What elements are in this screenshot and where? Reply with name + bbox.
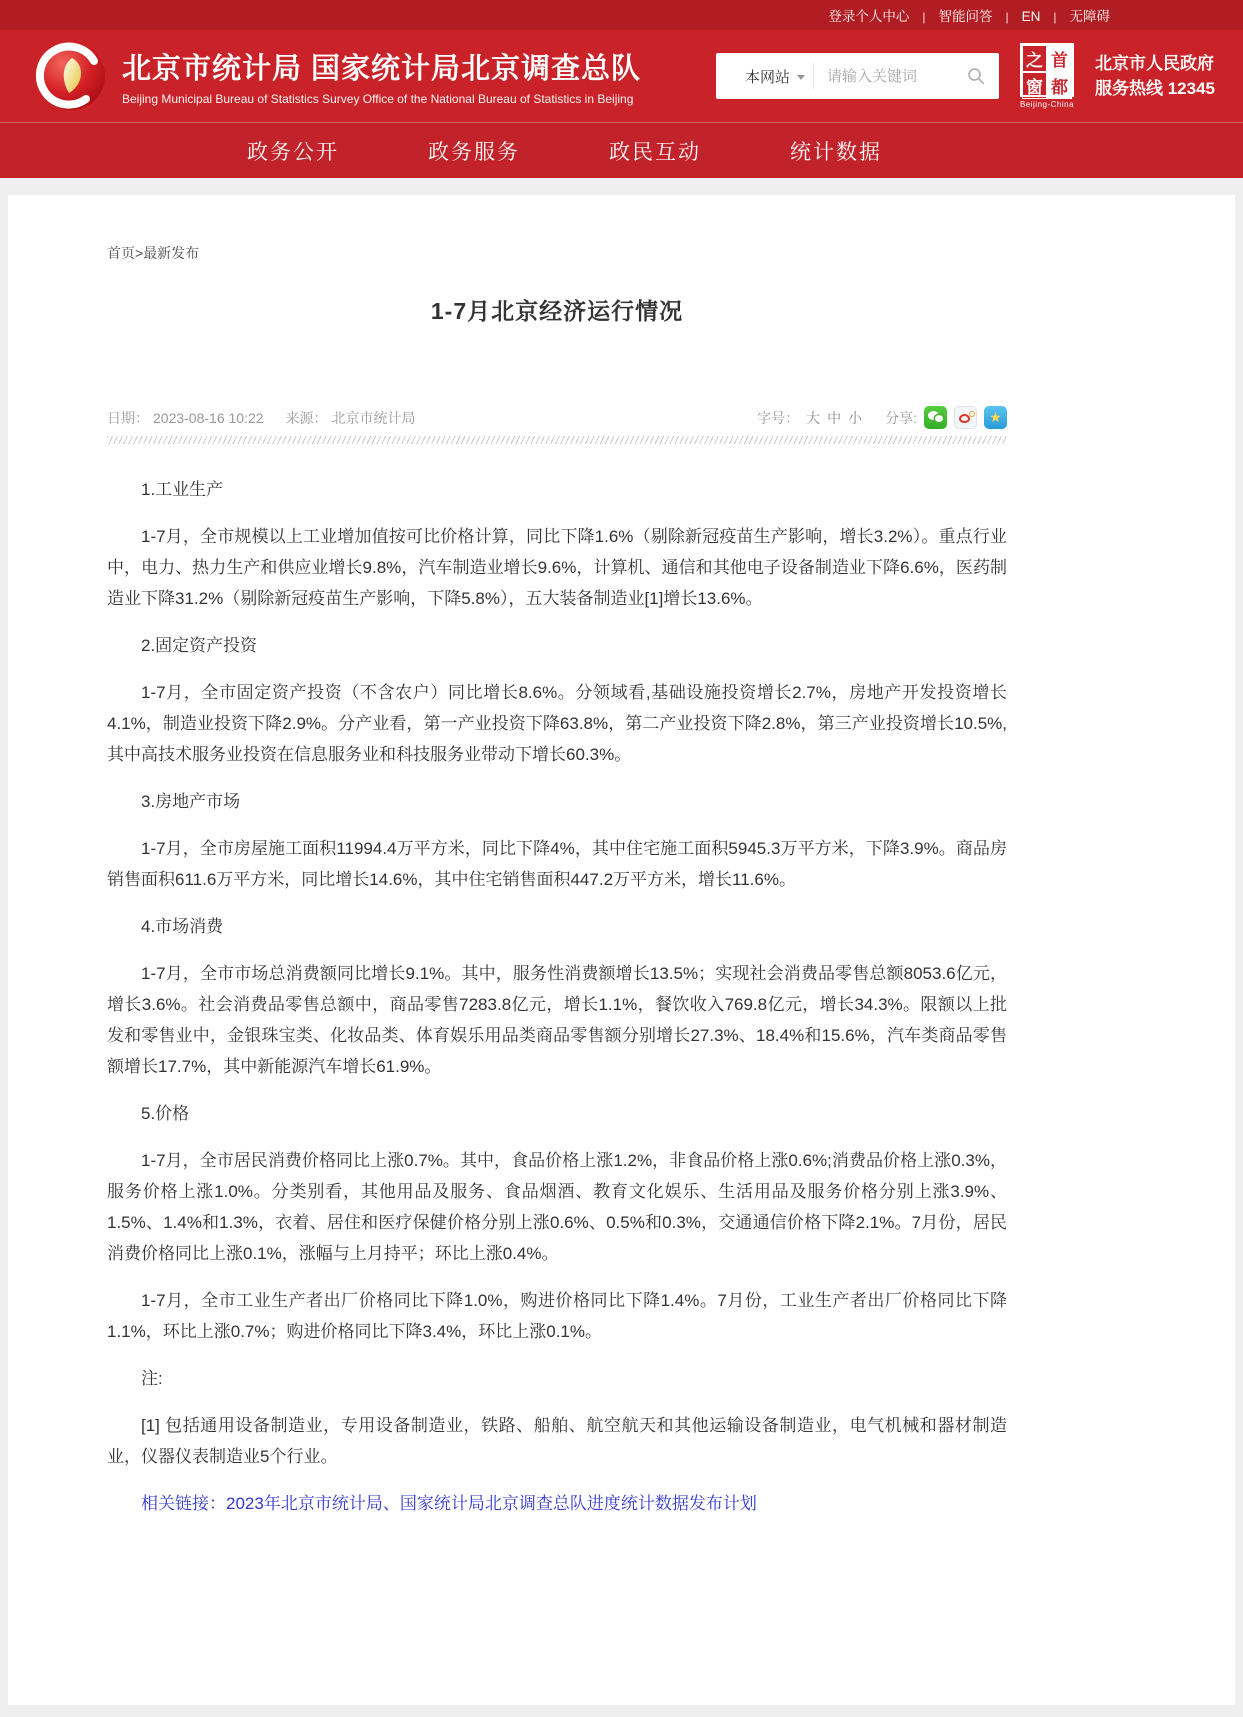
search-icon[interactable] [967, 67, 985, 85]
topbar-link-english[interactable]: EN [1021, 8, 1041, 24]
emblem-char: 首 [1047, 45, 1072, 72]
topbar-separator: | [922, 9, 926, 24]
search-box [716, 53, 999, 99]
article-paragraph: 1-7月，全市市场总消费额同比增长9.1%。其中，服务性消费额增长13.5%；实现社会消费品零售总额8053.6亿元，增长3.6%。社会消费品零售总额中，商品零售7283.8亿元，增长1.1%，餐饮收入769.8亿元，增长34.3%。限额以上批发和零售业中，金银珠宝类、化妆品类、体育娱乐用品类商品零售额分别增长27.3%、18.4%和15.6%，汽车类商品零售额增长17.7%，其中新能源汽车增长61.9%。 [107, 964, 1007, 1076]
topbar-link-login-personal-center[interactable]: 登录个人中心 [828, 8, 910, 24]
related-links [107, 1488, 1007, 1519]
nav-item-3[interactable]: 统计数据 [790, 140, 882, 164]
source-label: 来源： [285, 409, 328, 426]
emblem-char: 都 [1047, 72, 1072, 99]
share-label: 分享: [885, 409, 917, 426]
search-scope-select[interactable]: 本网站 [745, 68, 791, 86]
share-wechat-icon[interactable] [924, 406, 947, 429]
breadcrumb-home[interactable]: 首页 [107, 245, 135, 261]
content-card [8, 195, 1235, 1705]
article-paragraph: 1-7月，全市居民消费价格同比上涨0.7%。其中，食品价格上涨1.2%，非食品价格上涨0.6%;消费品价格上涨0.3%，服务价格上涨1.0%。分类别看，其他用品及服务、食品烟酒、教育文化娱乐、生活用品及服务价格分别上涨3.9%、1.5%、1.4%和1.3%，衣着、居住和医疗保健价格分别上涨0.6%、0.5%和0.3%，交通通信价格下降2.1%。7月份，居民消费价格同比上涨0.1%，涨幅与上月持平；环比上涨0.4%。 [107, 1151, 1007, 1263]
share-weibo-icon[interactable] [954, 406, 977, 429]
fontsize-option-2[interactable]: 小 [848, 409, 863, 426]
breadcrumb [107, 243, 1007, 263]
article-paragraph: 1-7月，全市规模以上工业增加值按可比价格计算，同比下降1.6%（剔除新冠疫苗生产影响，增长3.2%）。重点行业中，电力、热力生产和供应业增长9.8%，汽车制造业增长9.6%，计算机、通信和其他电子设备制造业下降6.6%，医药制造业下降31.2%（剔除新冠疫苗生产影响，下降5.8%），五大装备制造业[1]增长13.6%。 [107, 527, 1007, 608]
section-heading: 4.市场消费 [141, 917, 224, 936]
fontsize-label: 字号： [757, 409, 800, 426]
bureau-logo-icon [34, 39, 108, 113]
breadcrumb-current: 最新发布 [143, 245, 200, 261]
article-body [107, 474, 1007, 1519]
article-meta [107, 406, 1007, 429]
date-value: 2023-08-16 10:22 [153, 409, 264, 426]
government-hotline [1095, 51, 1215, 102]
section-heading: 2.固定资产投资 [141, 636, 258, 655]
emblem-char: 之 [1022, 45, 1047, 72]
meta-right [757, 406, 1007, 429]
emblem-caption: Beijing-China [1019, 100, 1075, 109]
topbar-separator: | [1005, 9, 1009, 24]
site-header [0, 30, 1243, 122]
date-label: 日期： [107, 409, 149, 426]
section-heading: 5.价格 [141, 1104, 190, 1123]
page-title: 1-7月北京经济运行情况 [430, 298, 684, 324]
main-nav [0, 122, 1243, 178]
emblem-char: 窗 [1022, 72, 1047, 99]
share-qzone-icon[interactable]: ★ [984, 406, 1007, 429]
header-right [716, 43, 1215, 109]
breadcrumb-separator: > [135, 245, 144, 261]
site-brand [34, 39, 641, 113]
article-paragraph: 1-7月，全市固定资产投资（不含农户）同比增长8.6%。分领域看,基础设施投资增长2.7%，房地产开发投资增长4.1%，制造业投资下降2.9%。分产业看，第一产业投资下降63.8%，第二产业投资下降2.8%，第三产业投资增长10.5%,其中高技术服务业投资在信息服务业和科技服务业带动下增长60.3%。 [107, 683, 1007, 764]
article-paragraph: 1-7月，全市房屋施工面积11994.4万平方米，同比下降4%，其中住宅施工面积5945.3万平方米，下降3.9%。商品房销售面积611.6万平方米，同比增长14.6%，其中住宅销售面积447.2万平方米，增长11.6%。 [107, 839, 1007, 889]
nav-item-1[interactable]: 政务服务 [428, 140, 520, 164]
search-input[interactable] [814, 68, 967, 85]
section-heading: 1.工业生产 [141, 480, 224, 499]
article [107, 243, 1007, 1519]
related-link-label: 相关链接： [141, 1494, 226, 1513]
chevron-down-icon [797, 75, 805, 80]
site-title: 北京市统计局 国家统计局北京调查总队 [122, 53, 642, 85]
article-paragraph: 1-7月，全市工业生产者出厂价格同比下降1.0%，购进价格同比下降1.4%。7月份，工业生产者出厂价格同比下降1.1%，环比上涨0.7%；购进价格同比下降3.4%，环比上涨0.1%。 [107, 1291, 1007, 1341]
meta-left [107, 408, 420, 428]
fontsize-option-0[interactable]: 大 [806, 409, 821, 426]
source-value: 北京市统计局 [331, 409, 416, 426]
brand-text [122, 46, 641, 106]
capital-window-emblem [1017, 43, 1077, 109]
fontsize-option-1[interactable]: 中 [827, 409, 842, 426]
hatched-divider [107, 436, 1007, 444]
hotline-line2: 服务热线 12345 [1095, 79, 1215, 98]
site-subtitle-en: Beijing Municipal Bureau of Statistics Survey Office of the National Bureau of Statistics in Beijing [122, 92, 634, 106]
topbar [0, 0, 1243, 30]
article-paragraph: [1] 包括通用设备制造业，专用设备制造业，铁路、船舶、航空航天和其他运输设备制造业，电气机械和器材制造业，仪器仪表制造业5个行业。 [107, 1416, 1007, 1466]
nav-item-0[interactable]: 政务公开 [247, 140, 339, 164]
topbar-links [828, 5, 1110, 26]
topbar-link-smart-qa[interactable]: 智能问答 [938, 8, 993, 24]
topbar-separator: | [1053, 9, 1057, 24]
emblem-grid [1020, 43, 1074, 97]
related-link[interactable]: 2023年北京市统计局、国家统计局北京调查总队进度统计数据发布计划 [226, 1494, 757, 1513]
topbar-link-accessibility[interactable]: 无障碍 [1069, 8, 1110, 24]
nav-item-2[interactable]: 政民互动 [609, 140, 701, 164]
fontsize-options [806, 408, 862, 428]
section-heading: 注: [141, 1369, 163, 1388]
section-heading: 3.房地产市场 [141, 792, 241, 811]
hotline-line1: 北京市人民政府 [1095, 53, 1214, 73]
